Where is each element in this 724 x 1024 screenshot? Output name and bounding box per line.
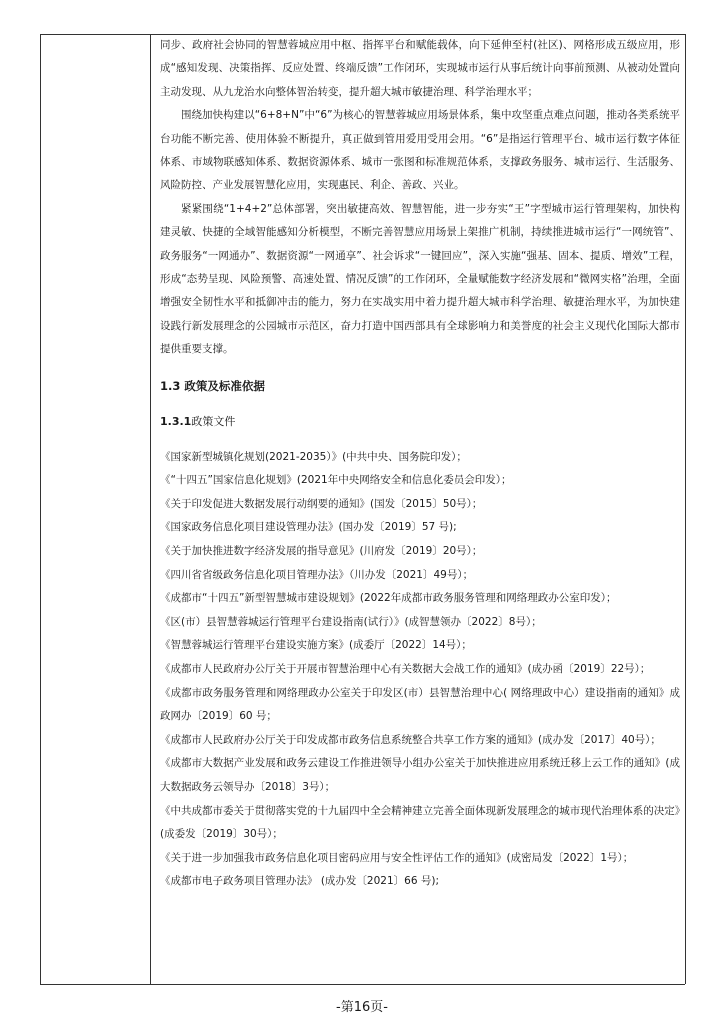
policy-item: 《关于加快推进数字经济发展的指导意见》(川府发〔2019〕20号）； xyxy=(160,545,483,558)
policy-item: 《成都市大数据产业发展和政务云建设工作推进领导小组办公室关于加快推进应用系统迁移上云工作的通知》(成大数据政务云领导办〔2018〕3号）； xyxy=(160,757,680,793)
policy-item: 《成都市电子政务项目管理办法》 (成办发〔2021〕66 号); xyxy=(160,875,439,888)
policy-list xyxy=(160,446,680,894)
policy-item: 《“十四五”国家信息化规划》(2021年中央网络安全和信息化委员会印发）； xyxy=(160,474,512,487)
policy-item: 《国家新型城镇化规划(2021-2035）》(中共中央、国务院印发）； xyxy=(160,450,467,463)
policy-item: 《国家政务信息化项目建设管理办法》(国办发〔2019〕57 号); xyxy=(160,521,457,534)
policy-item: 《成都市政务服务管理和网络理政办公室关于印发区(市）县智慧治理中心( 网络理政中心）建设指南的通知》成政网办〔2019〕60 号； xyxy=(160,686,680,723)
frame-left-rule xyxy=(40,34,41,984)
policy-item: 《成都市“十四五”新型智慧城市建设规划》(2022年成都市政务服务管理和网络理政办公室印发）； xyxy=(160,592,617,605)
intro-paragraph-3: 紧紧围绕“1+4+2”总体部署，突出敏捷高效、智慧智能，进一步夯实“王”字型城市运行管理架构，加快构建灵敏、快捷的全域智能感知分析模型，不断完善智慧应用场景上架推广机制，持续推进城市运行“一网统管”、政务服务“一网通办”、数据资源“一网通享”、社会诉求“一键回应”，深入实施“强基、固本、提质、增效”工程，形成“态势呈现、风险预警、高速处置、情况反馈”的工作闭环，全量赋能数字经济发展和“微网实格”治理，全面增强安全韧性水平和抵御冲击的能力，努力在实战实用中着力提升超大城市科学治理、敏捷治理水平，为加快建设践行新发展理念的公园城市示范区，奋力打造中国西部具有全球影响力和美誉度的社会主义现代化国际大都市提供重要支撑。 xyxy=(160,202,680,356)
section-heading: 1.3 政策及标准依据 xyxy=(160,378,265,393)
policy-item: 《成都市人民政府办公厅关于印发成都市政务信息系统整合共享工作方案的通知》(成办发〔2017〕40号）； xyxy=(160,733,661,746)
intro-paragraph-1: 同步、政府社会协同的智慧蓉城应用中枢、指挥平台和赋能载体，向下延伸至村(社区)、网格形成五级应用，形成“感知发现、决策指挥、反应处置、终端反馈”工作闭环，实现城市运行从事后统计向事前预测、从被动处置向主动发现、从九龙治水向整体智治转变，提升超大城市敏捷治理、科学治理水平； xyxy=(160,39,680,98)
policy-item: 《关于印发促进大数据发展行动纲要的通知》(国发〔2015〕50号）； xyxy=(160,497,483,510)
subsection-number: 1.3.1 xyxy=(160,414,192,428)
subsection-heading xyxy=(160,410,680,434)
frame-inner-rule xyxy=(150,34,151,984)
policy-item: 《四川省省级政务信息化项目管理办法》（川办发〔2021〕49号）； xyxy=(160,568,474,581)
subsection-title: 政策文件 xyxy=(191,414,236,428)
intro-paragraph-2: 围绕加快构建以“6+8+N”中“6”为核心的智慧蓉城应用场景体系，集中攻坚重点难点问题，推动各类系统平台功能不断完善、使用体验不断提升，真正做到管用爱用受用会用。“6”是指运行管理平台、城市运行数字体征体系、市域物联感知体系、数据资源体系、城市一张图和标准规范体系，支撑政务服务、城市运行、生活服务、风险防控、产业发展智慧化应用，实现惠民、利企、善政、兴业。 xyxy=(160,109,680,192)
body-text xyxy=(160,34,680,894)
policy-item: 《关于进一步加强我市政务信息化项目密码应用与安全性评估工作的通知》(成密局发〔2022〕1号）； xyxy=(160,851,634,864)
frame-right-rule xyxy=(685,34,686,984)
frame-bottom-rule xyxy=(40,984,685,985)
policy-item: 《中共成都市委关于贯彻落实党的十九届四中全会精神建立完善全面体现新发展理念的城市现代治理体系的决定》(成委发〔2019〕30号）； xyxy=(160,804,680,841)
policy-item: 《成都市人民政府办公厅关于开展市智慧治理中心有关数据大会战工作的通知》(成办函〔2019〕22号）； xyxy=(160,663,651,676)
policy-item: 《智慧蓉城运行管理平台建设实施方案》(成委厅〔2022〕14号）； xyxy=(160,639,472,652)
policy-item: 《区(市）县智慧蓉城运行管理平台建设指南(试行）》(成智慧领办〔2022〕8号）； xyxy=(160,615,542,628)
page-number: -第16页- xyxy=(336,1000,388,1015)
